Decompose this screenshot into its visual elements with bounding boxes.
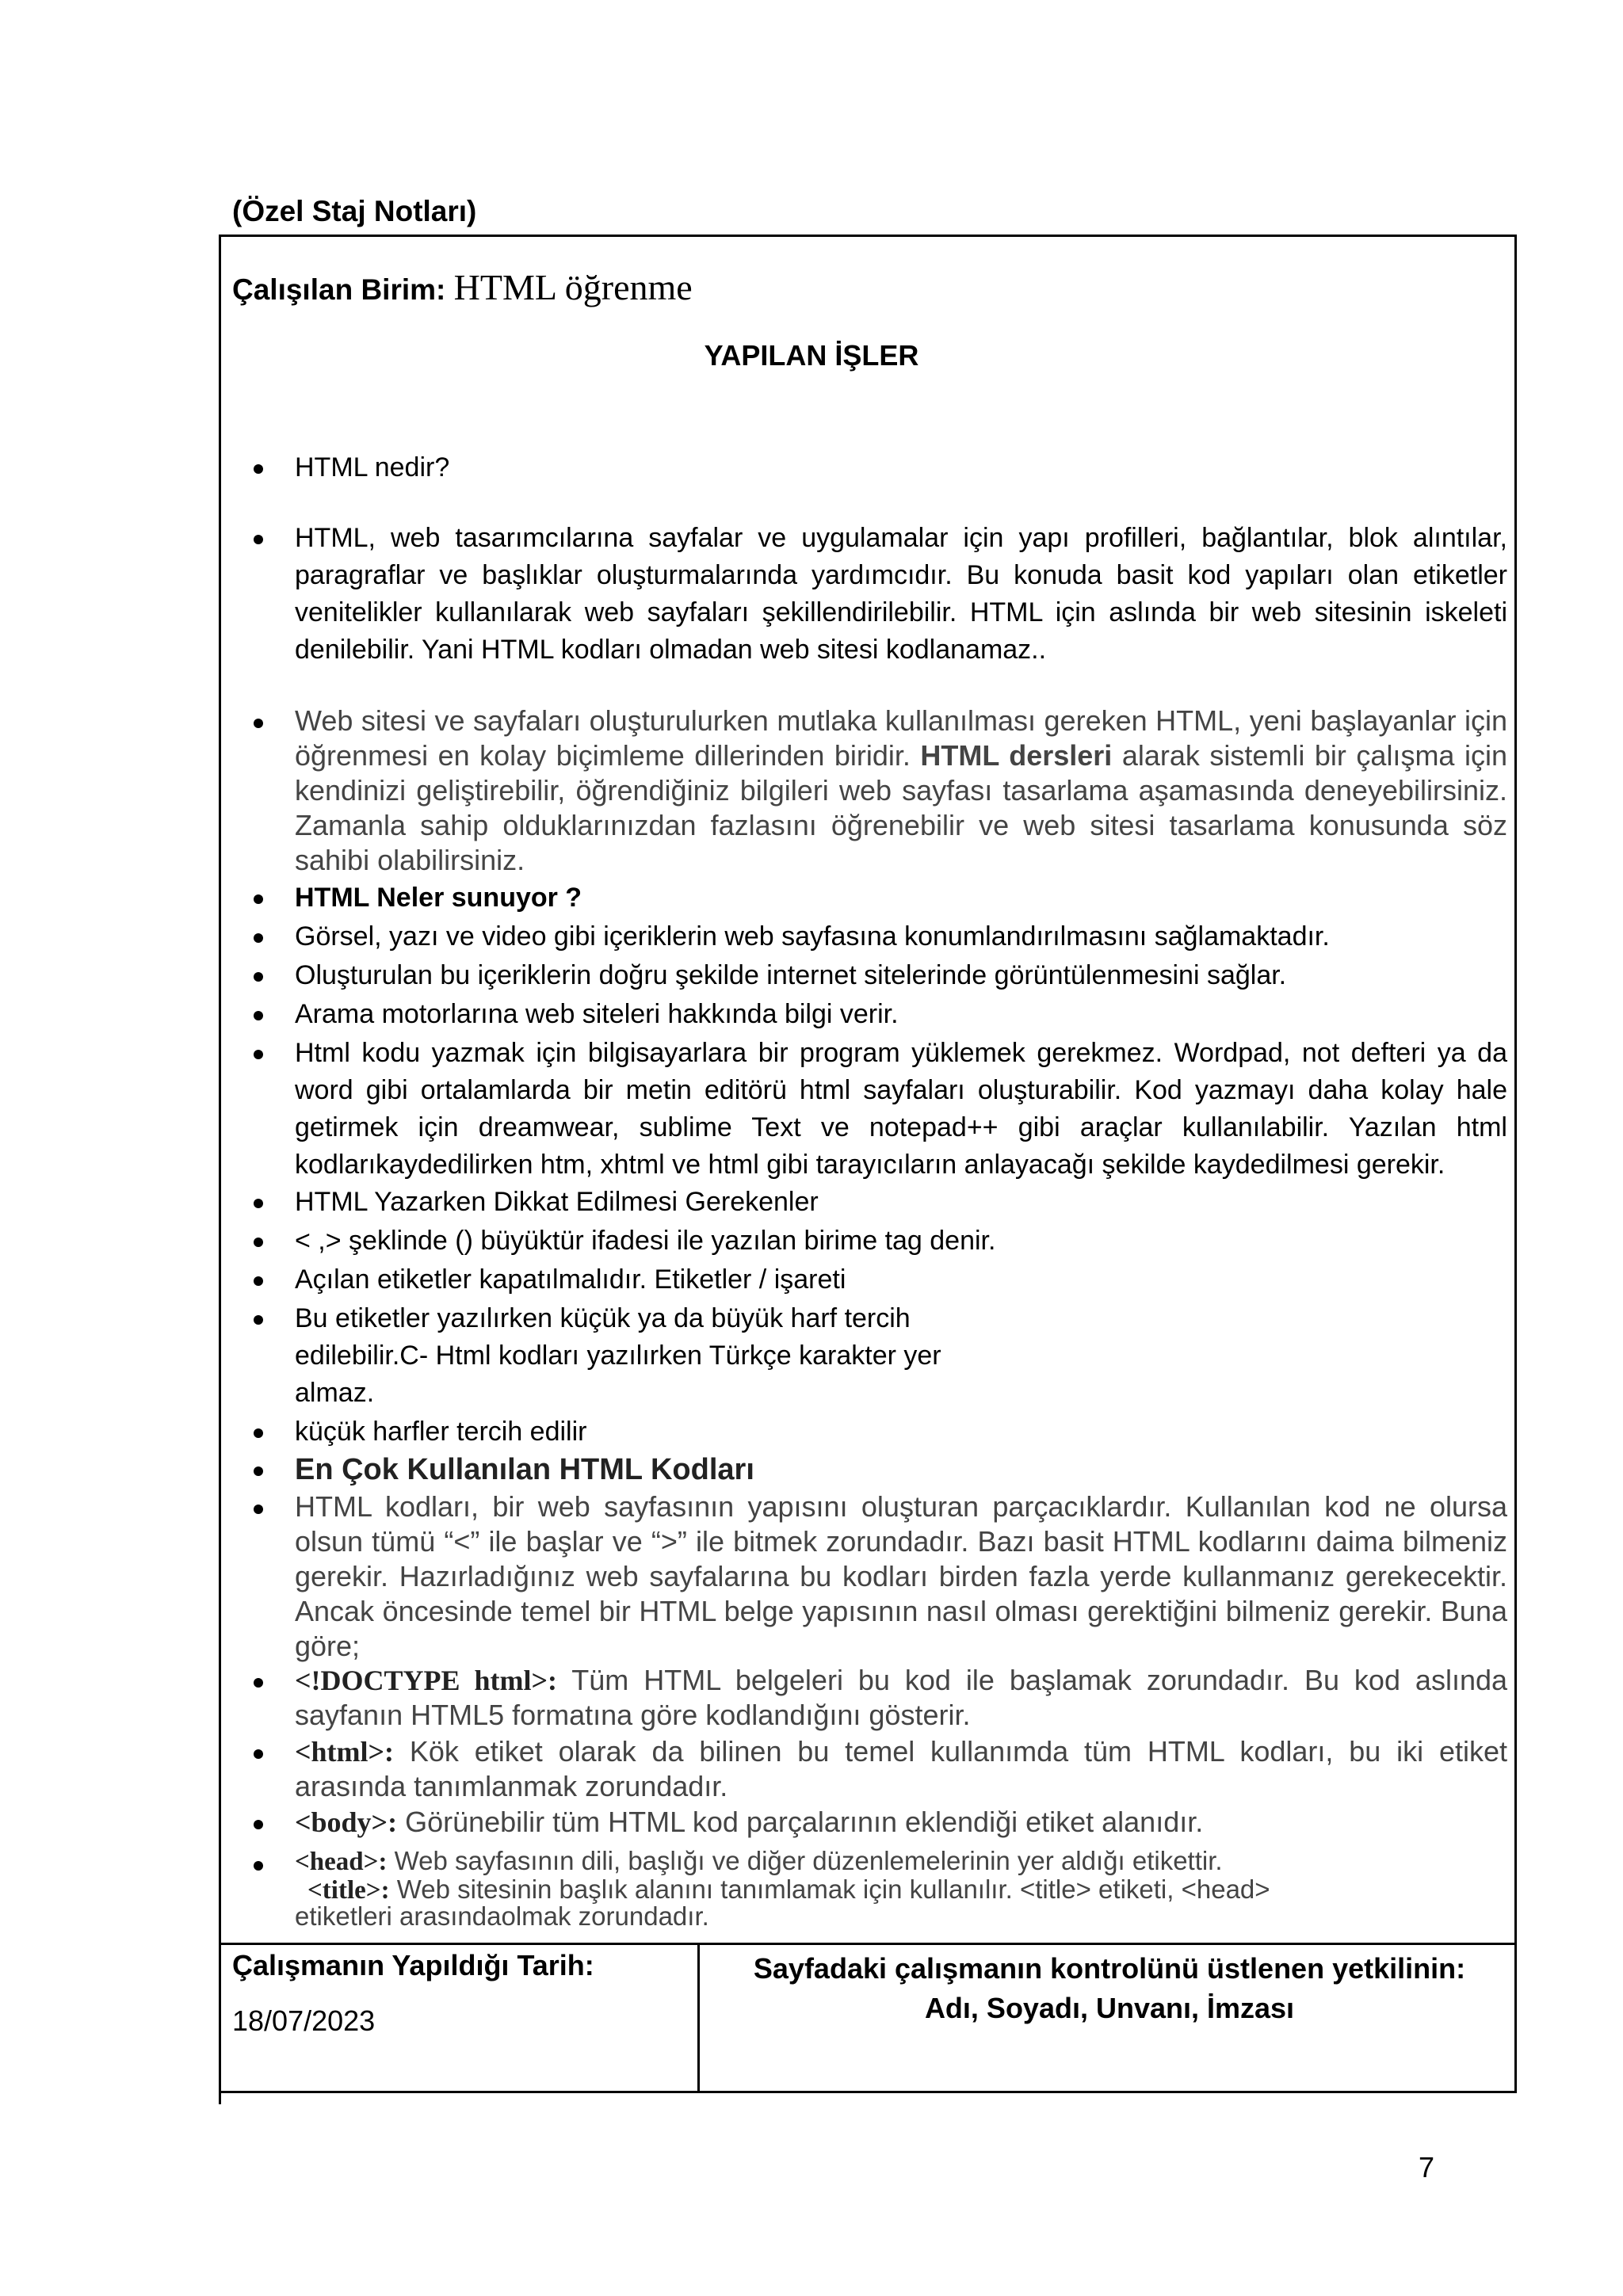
date-value: 18/07/2023 xyxy=(232,2004,376,2037)
list-item xyxy=(295,1734,1507,1804)
list-item xyxy=(295,1300,1507,1412)
list-item: HTML Yazarken Dikkat Edilmesi Gerekenler xyxy=(295,1184,1507,1221)
list-item: < ,> şeklinde () büyüktür ifadesi ile yazılan birime tag denir. xyxy=(295,1222,1507,1260)
list-item: Arama motorlarına web siteleri hakkında bilgi verir. xyxy=(295,996,1507,1033)
list-item: Html kodu yazmak için bilgisayarlara bir program yüklemek gerekmez. Wordpad, not defteri ya da word gibi ortalamlarda bir metin editörü html sayfaları oluşturabilir. Kod yazmayı daha kolay hale getirmek için dreamwear, sublime Text ve notepad++ gibi araçlar kullanılabilir. Yazılan html kodlarıkaydedilirken htm, xhtml ve html gibi tarayıcıların anlayacağı şekilde kaydedilmesi gerekir. xyxy=(295,1035,1507,1184)
list-item-text: Tüm HTML belgeleri bu kod ile başlamak zorundadır. Bu kod aslında sayfanın HTML5 formatına göre kodlandığını gösterir. xyxy=(295,1664,1508,1731)
unit-value: HTML öğrenme xyxy=(453,267,693,307)
section-title: YAPILAN İŞLER xyxy=(704,339,919,372)
list-item: HTML nedir? xyxy=(295,449,1507,486)
date-label: Çalışmanın Yapıldığı Tarih: xyxy=(232,1949,594,1981)
list-item: HTML Neler sunuyor ? xyxy=(295,879,1507,917)
list-item-text: Web sitesinin başlık alanını tanımlamak için kullanılır. <title> etiketi, <head> xyxy=(396,1875,1270,1904)
list-item-line: almaz. xyxy=(295,1378,375,1408)
authority-label-line: Adı, Soyadı, Unvanı, İmzası xyxy=(924,1992,1295,2024)
footer-divider xyxy=(697,1943,700,2093)
list-item: HTML, web tasarımcılarına sayfalar ve uygulamalar için yapı profilleri, bağlantılar, blok alıntılar, paragraflar ve başlıklar oluşturmalarında yardımcıdır. Bu konuda basit kod yapıları olan etiketler venitelikler kullanılarak web sayfaları şekillendirilebilir. HTML için aslında bir web sitesinin iskeleti denilebilir. Yani HTML kodları olmadan web sitesi kodlanamaz.. xyxy=(295,520,1507,669)
list-item-continuation: etiketleri arasındaolmak zorundadır. xyxy=(295,1901,709,1931)
unit-line xyxy=(232,266,693,308)
authority-label xyxy=(713,1949,1506,2028)
list-item-text: Kök etiket olarak da bilinen bu temel kullanımda tüm HTML kodları, bu iki etiket arasında tanımlanmak zorundadır. xyxy=(295,1735,1507,1802)
list-item: En Çok Kullanılan HTML Kodları xyxy=(295,1451,1507,1489)
list-item-text: Web sitesi ve sayfaları oluşturulurken mutlaka kullanılması gereken HTML, yeni başlayanlar için öğrenmesi en kolay biçimleme dillerinden biridir. xyxy=(295,704,1507,772)
list-item: HTML kodları, bir web sayfasının yapısını oluşturan parçacıklardır. Kullanılan kod ne olursa olsun tümü “<” ile başlar ve “>” ile bitmek zorundadır. Bazı basit HTML kodlarını daima bilmeniz gerekir. Hazırladığınız web sayfalarına bu kodları birden fazla yerde kullanmanız gerekecektir. Ancak öncesinde temel bir HTML belge yapısının nasıl olması gerektiğini bilmeniz gerekir. Buna göre; xyxy=(295,1490,1507,1662)
list-item: Oluşturulan bu içeriklerin doğru şekilde internet sitelerinde görüntülenmesini sağlar. xyxy=(295,957,1507,994)
list-item-text: alarak sistemli bir çalışma için kendinizi geliştirebilir, öğrendiğiniz bilgileri web sayfası tasarlama aşamasında deneyebilirsiniz. Zamanla sahip olduklarınızdan fazlasını öğrenebilir ve web sitesi tasarlama konusunda söz sahibi olabilirsiniz. xyxy=(295,739,1507,876)
list-item-line: edilebilir.C- Html kodları yazılırken Türkçe karakter yer xyxy=(295,1341,941,1371)
list-item: Görsel, yazı ve video gibi içeriklerin web sayfasına konumlandırılmasını sağlamaktadır. xyxy=(295,918,1507,955)
page-number: 7 xyxy=(1419,2151,1435,2183)
code-tag: <html>: xyxy=(295,1736,395,1768)
list-item: Açılan etiketler kapatılmalıdır. Etiketler / işareti xyxy=(295,1261,1507,1299)
code-tag: <body>: xyxy=(295,1806,398,1838)
list-item xyxy=(295,1663,1507,1733)
page-header-title: (Özel Staj Notları) xyxy=(232,195,477,227)
code-tag: <head>: xyxy=(295,1848,388,1876)
list-item: küçük harfler tercih edilir xyxy=(295,1413,1507,1451)
code-tag: <!DOCTYPE html>: xyxy=(295,1665,557,1696)
list-item-emphasis: HTML dersleri xyxy=(920,739,1113,772)
list-item xyxy=(295,1805,1507,1840)
frame-tick xyxy=(219,2093,221,2104)
list-item xyxy=(295,704,1507,878)
list-item-text: Web sayfasının dili, başlığı ve diğer düzenlemelerinin yer aldığı etikettir. xyxy=(394,1846,1223,1875)
authority-label-line: Sayfadaki çalışmanın kontrolünü üstlenen yetkilinin: xyxy=(753,1952,1466,1985)
list-item-text: Görünebilir tüm HTML kod parçalarının eklendiği etiket alanıdır. xyxy=(405,1806,1204,1838)
list-item-line: Bu etiketler yazılırken küçük ya da büyük harf tercih xyxy=(295,1303,911,1333)
code-tag: <title>: xyxy=(307,1876,390,1905)
unit-label: Çalışılan Birim: xyxy=(232,273,446,306)
list-item xyxy=(295,1846,1507,1877)
